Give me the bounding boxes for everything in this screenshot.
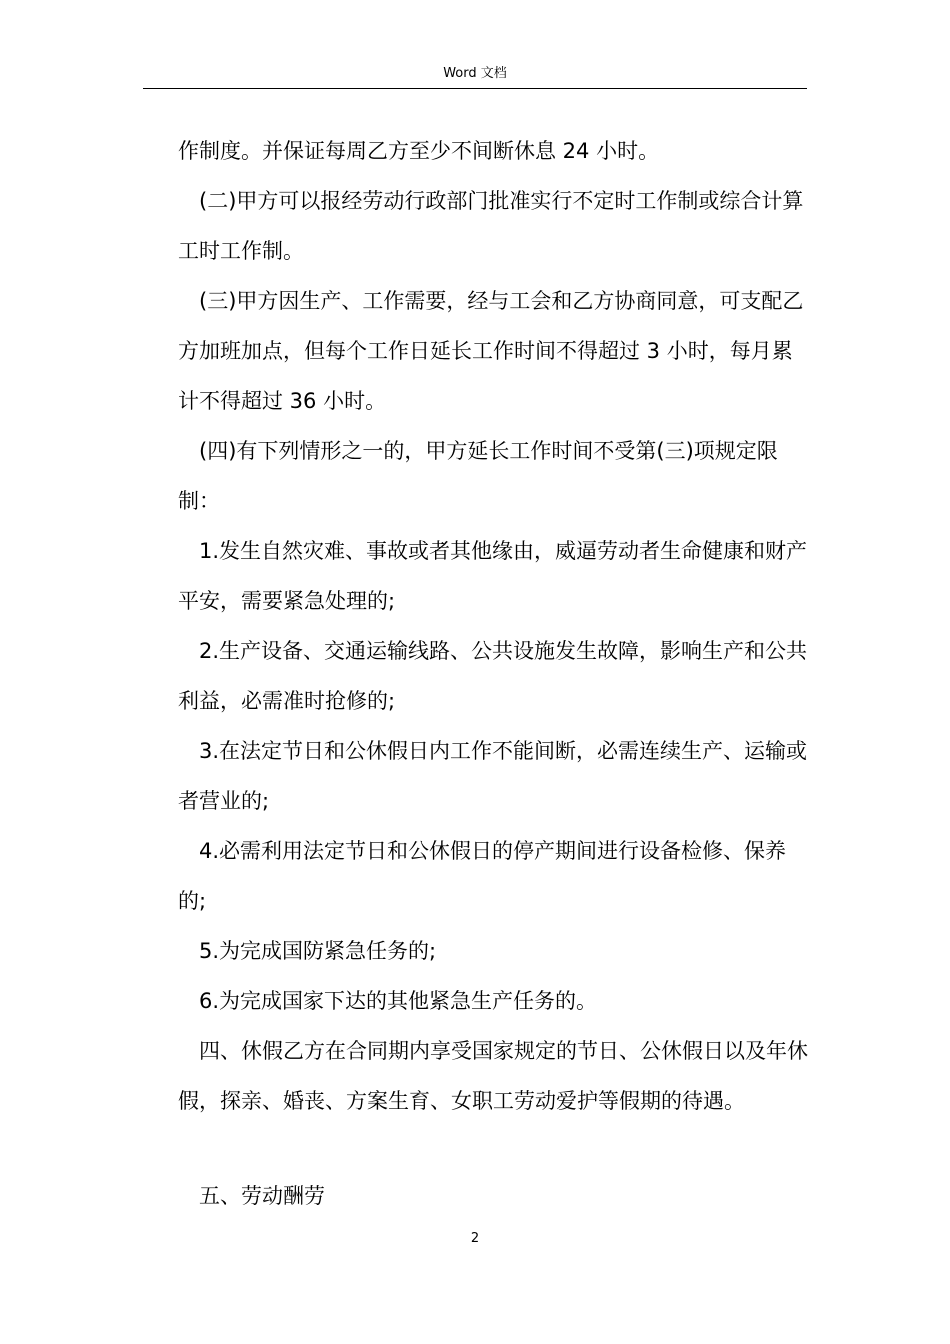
- header-divider: [143, 88, 807, 89]
- paragraph-4: (四)有下列情形之一的，甲方延长工作时间不受第(三)项规定限制：: [178, 439, 778, 513]
- paragraph-7: 3.在法定节日和公休假日内工作不能间断，必需连续生产、运输或者营业的;: [178, 739, 808, 813]
- paragraph-1: 作制度。并保证每周乙方至少不间断休息 24 小时。: [178, 139, 660, 163]
- paragraph-8: 4.必需利用法定节日和公休假日的停产期间进行设备检修、保养的;: [178, 839, 787, 913]
- page-header: [0, 66, 950, 82]
- paragraph-5: 1.发生自然灾难、事故或者其他缘由，威逼劳动者生命健康和财产平安，需要紧急处理的;: [178, 539, 808, 613]
- paragraph-2: (二)甲方可以报经劳动行政部门批准实行不定时工作制或综合计算工时工作制。: [178, 189, 804, 263]
- paragraph-11: 四、休假乙方在合同期内享受国家规定的节日、公休假日以及年休假，探亲、婚丧、方案生育、女职工劳动爱护等假期的待遇。: [178, 1039, 808, 1113]
- paragraph-9: 5.为完成国防紧急任务的;: [199, 939, 437, 963]
- paragraph-10: 6.为完成国家下达的其他紧急生产任务的。: [199, 989, 598, 1013]
- header-title: Word 文档: [443, 66, 507, 81]
- paragraph-6: 2.生产设备、交通运输线路、公共设施发生故障，影响生产和公共利益，必需准时抢修的;: [178, 639, 808, 713]
- paragraph-3: (三)甲方因生产、工作需要，经与工会和乙方协商同意，可支配乙方加班加点，但每个工作日延长工作时间不得超过 3 小时，每月累计不得超过 36 小时。: [178, 289, 804, 413]
- document-body: [178, 126, 808, 1126]
- page-number: 2: [470, 1231, 480, 1246]
- section-heading: 五、劳动酬劳: [199, 1184, 325, 1208]
